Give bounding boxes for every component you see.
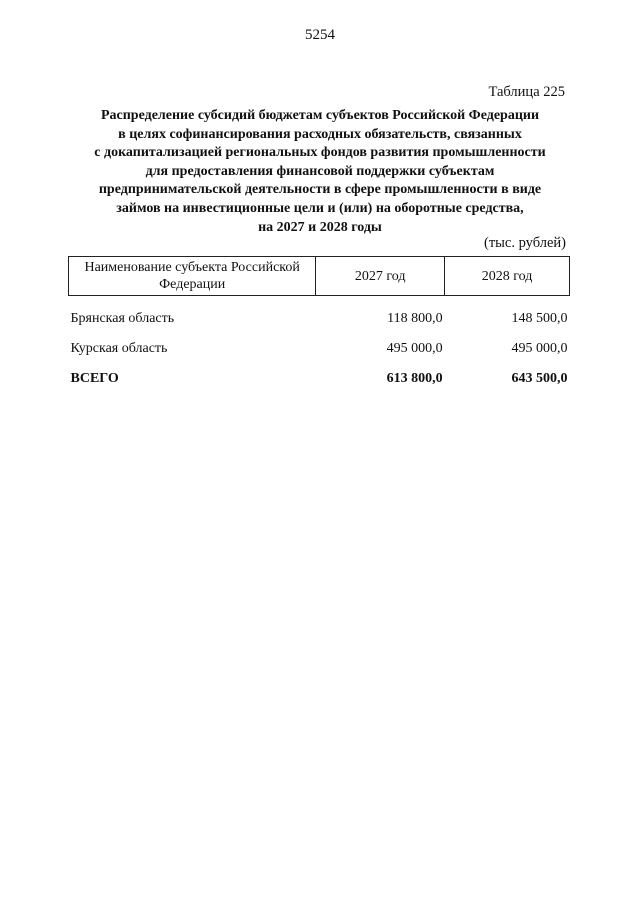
- total-2027: 613 800,0: [386, 371, 443, 386]
- page-number: 5254: [305, 27, 335, 43]
- title-line-6: займов на инвестиционные цели и (или) на оборотные средства,: [116, 200, 524, 216]
- title-line-5: предпринимательской деятельности в сфере промышленности в виде: [98, 182, 542, 198]
- table-label: Таблица 225: [488, 84, 565, 100]
- total-label: ВСЕГО: [70, 371, 119, 386]
- region-name: Брянская область: [70, 311, 175, 326]
- value-2028: 148 500,0: [511, 311, 568, 326]
- table-row: [69, 296, 570, 335]
- title-line-1: Распределение субсидий бюджетам субъектов Российской Федерации: [100, 108, 540, 123]
- value-2027: 118 800,0: [387, 311, 443, 326]
- header-year-2028: 2028 год: [445, 257, 570, 296]
- header-year-2027: 2027 год: [316, 257, 445, 296]
- total-2028: 643 500,0: [511, 371, 568, 386]
- value-2027: 495 000,0: [386, 341, 443, 356]
- region-name: Курская область: [70, 341, 168, 356]
- header-region-name: [69, 257, 316, 296]
- title-line-4: для предоставления финансовой поддержки субъектам: [145, 163, 495, 179]
- header-region-name-line1: Наименование субъекта Российской: [84, 260, 300, 275]
- table-title: [60, 107, 580, 237]
- header-region-name-line2: Федерации: [159, 277, 226, 292]
- title-line-2: в целях софинансирования расходных обязательств, связанных: [118, 126, 522, 142]
- value-2028: 495 000,0: [511, 341, 568, 356]
- title-line-3: с докапитализацией региональных фондов развития промышленности: [94, 145, 546, 161]
- total-row: [69, 364, 570, 394]
- units-label: (тыс. рублей): [484, 235, 566, 251]
- title-line-7: на 2027 и 2028 годы: [258, 219, 382, 235]
- header-row: [69, 257, 570, 296]
- subsidy-table: [68, 256, 570, 394]
- table-row: [69, 334, 570, 364]
